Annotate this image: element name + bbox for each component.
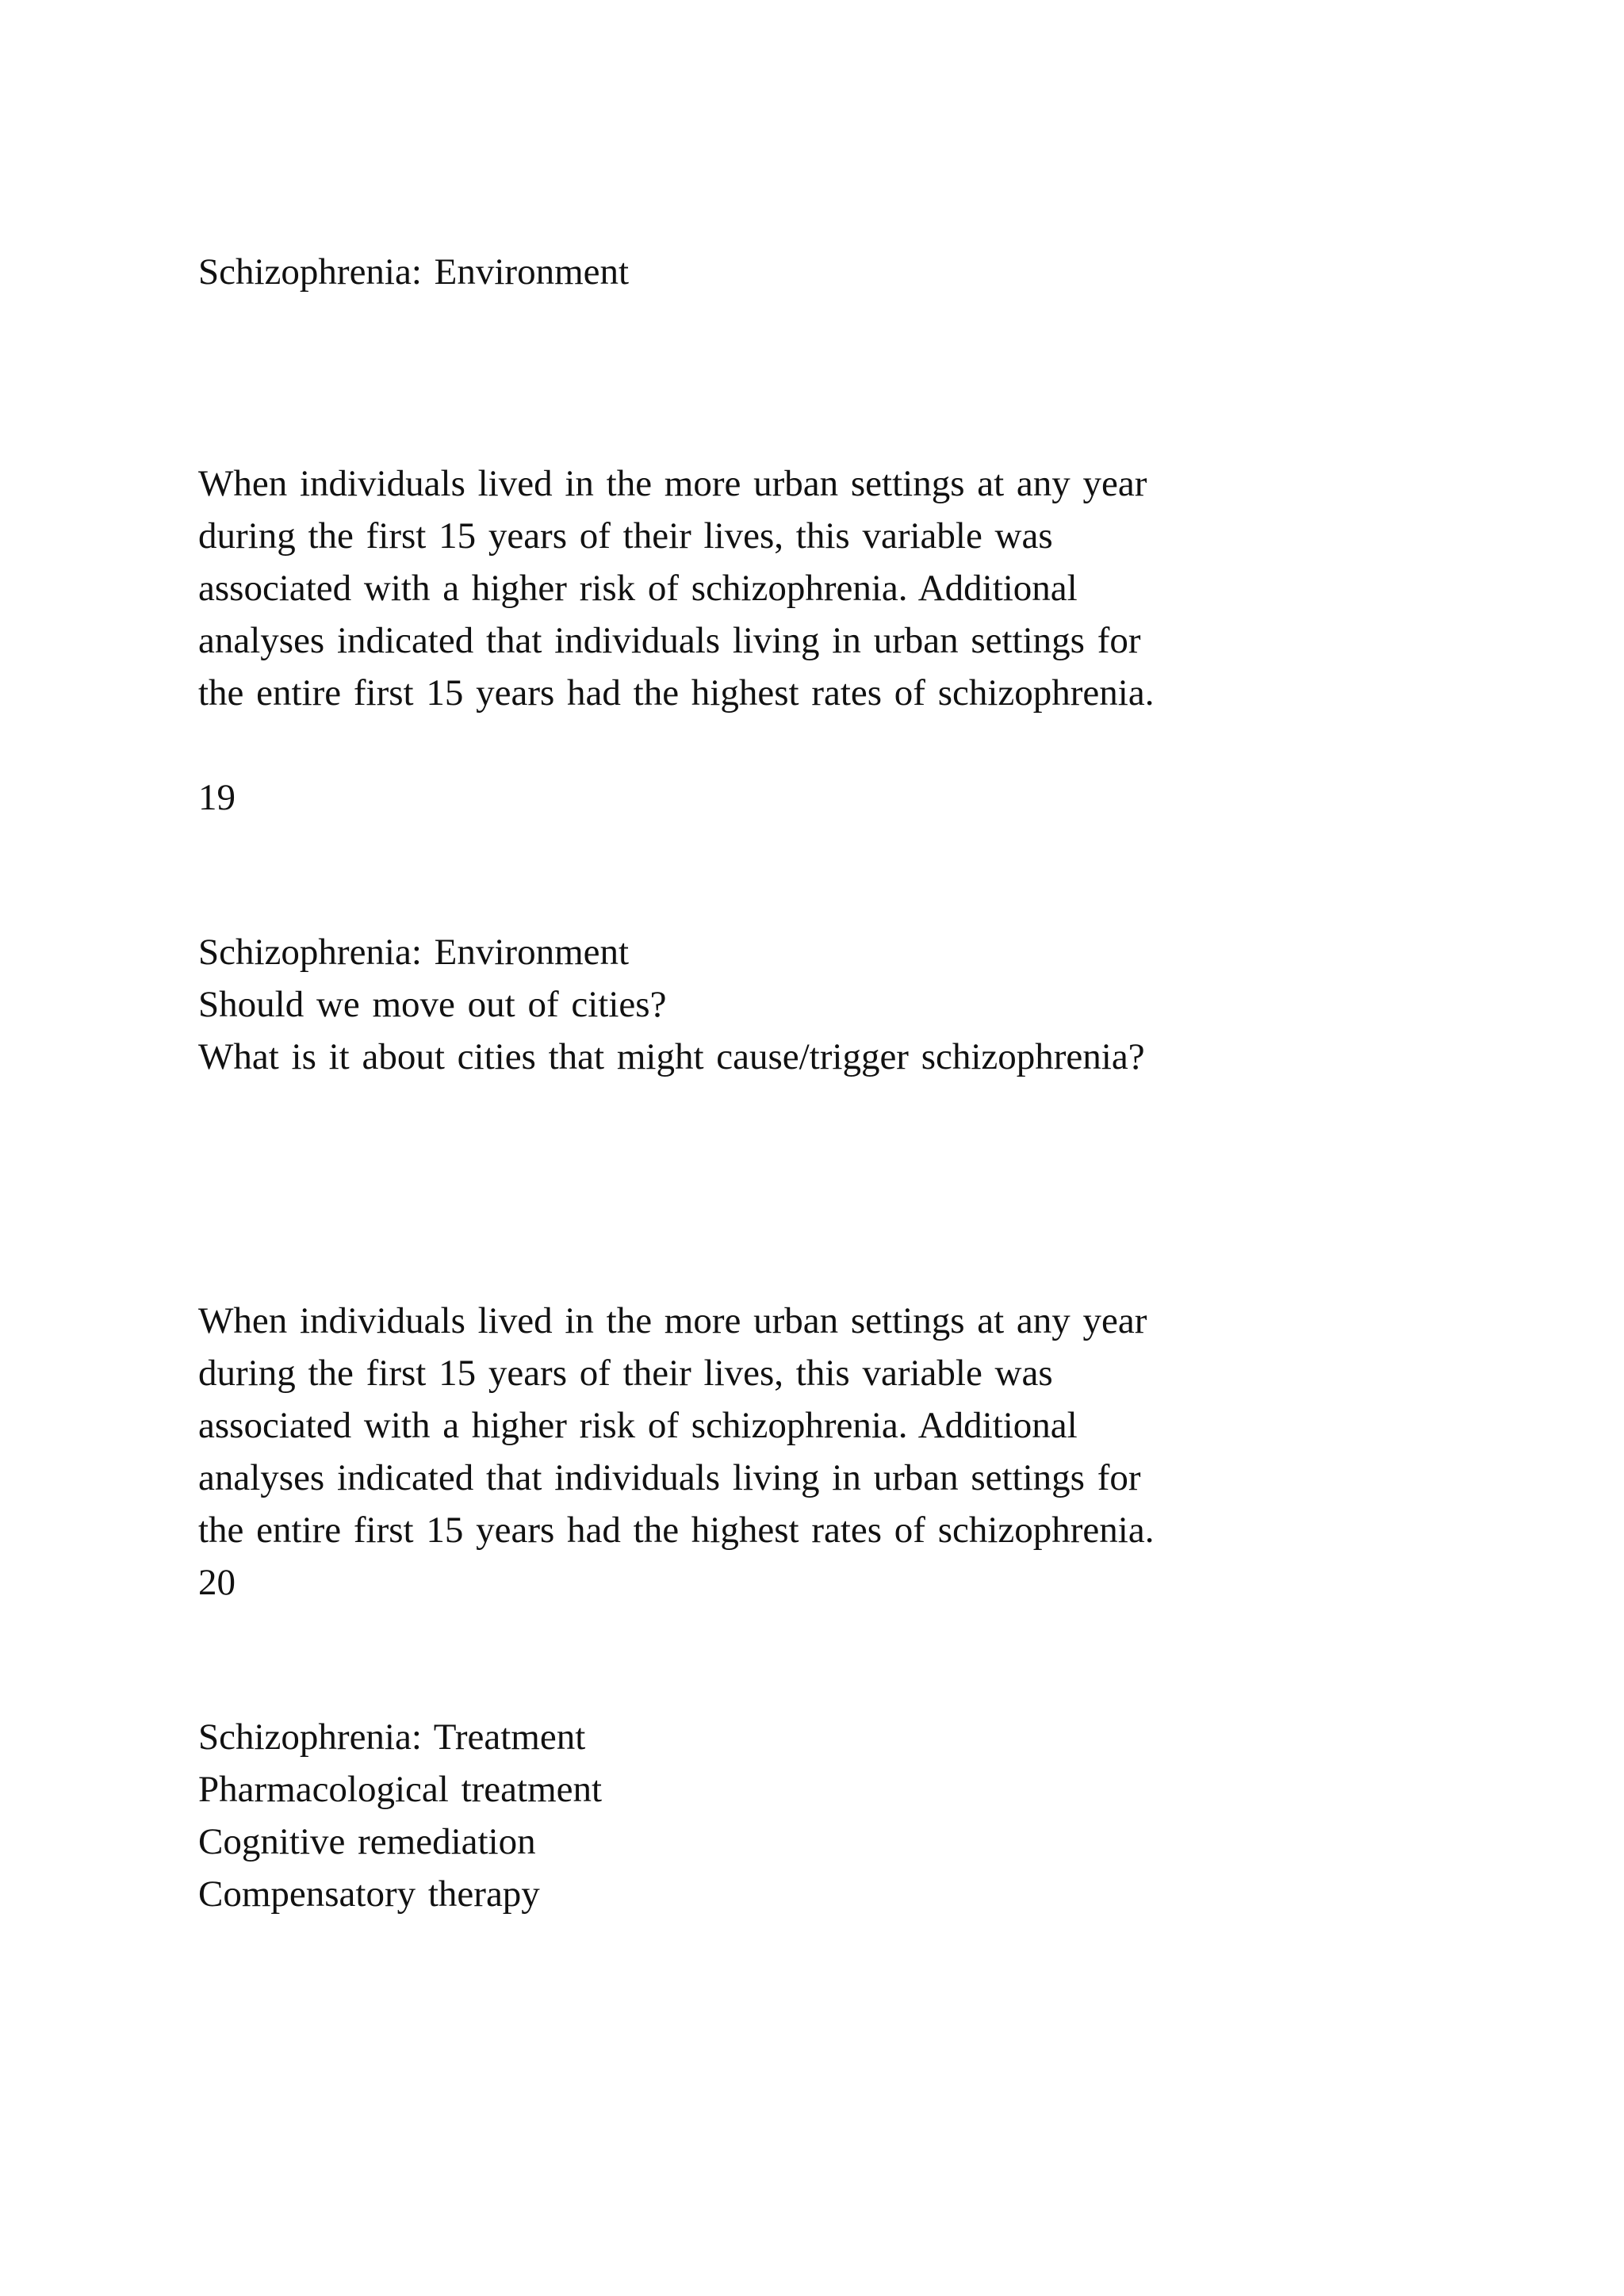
paragraph-line: the entire first 15 years had the highest rates of schizophrenia.	[198, 672, 1155, 714]
paragraph-line: the entire first 15 years had the highest rates of schizophrenia.	[198, 1510, 1155, 1551]
bullet-item: Cognitive remediation	[198, 1821, 536, 1862]
paragraph-line: during the first 15 years of their lives, this variable was	[198, 515, 1053, 557]
section-heading: Schizophrenia: Environment	[198, 251, 630, 293]
paragraph-line: associated with a higher risk of schizophrenia. Additional	[198, 568, 1078, 609]
bullet-item: What is it about cities that might cause/trigger schizophrenia?	[198, 1036, 1145, 1077]
paragraph-line: during the first 15 years of their lives, this variable was	[198, 1353, 1053, 1394]
paragraph-line: analyses indicated that individuals living in urban settings for	[198, 1457, 1141, 1498]
paragraph-line: When individuals lived in the more urban settings at any year	[198, 463, 1147, 504]
paragraph-line: analyses indicated that individuals living in urban settings for	[198, 620, 1141, 661]
section-heading: Schizophrenia: Environment	[198, 932, 630, 973]
page-number: 20	[198, 1562, 236, 1603]
section-heading: Schizophrenia: Treatment	[198, 1716, 586, 1758]
bullet-item: Compensatory therapy	[198, 1873, 540, 1915]
paragraph-line: associated with a higher risk of schizophrenia. Additional	[198, 1405, 1078, 1446]
page-number: 19	[198, 777, 236, 818]
bullet-item: Should we move out of cities?	[198, 984, 667, 1025]
paragraph-line: When individuals lived in the more urban settings at any year	[198, 1300, 1147, 1341]
bullet-item: Pharmacological treatment	[198, 1769, 603, 1810]
